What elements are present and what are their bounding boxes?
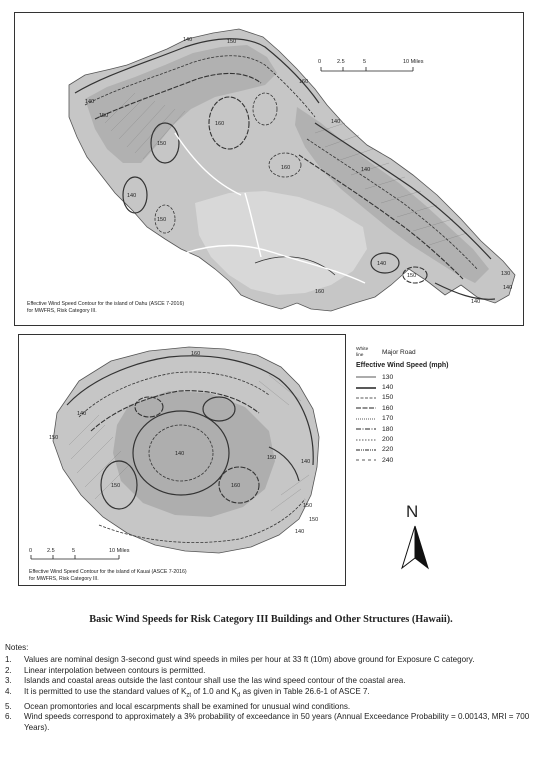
legend-item-label: 240 bbox=[382, 456, 394, 464]
oahu-scale-bar bbox=[318, 59, 424, 71]
kauai-caption-line1: Effective Wind Speed Contour for the island of Kauai (ASCE 7-2016) bbox=[29, 569, 187, 575]
note-item bbox=[5, 655, 540, 666]
legend-item-130 bbox=[356, 372, 536, 382]
oahu-label: 150 bbox=[227, 39, 237, 45]
kauai-label: 150 bbox=[267, 455, 277, 461]
legend-item-label: 140 bbox=[382, 384, 394, 392]
legend-line-sample bbox=[356, 385, 376, 391]
legend-item-label: 170 bbox=[382, 415, 394, 423]
legend-item-label: 130 bbox=[382, 373, 394, 381]
note-item bbox=[5, 687, 540, 701]
legend-line-sample bbox=[356, 426, 376, 432]
kauai-label: 150 bbox=[111, 483, 121, 489]
legend-item-160 bbox=[356, 403, 536, 413]
legend-item-220 bbox=[356, 445, 536, 455]
legend-item-240 bbox=[356, 455, 536, 465]
north-arrow-icon bbox=[398, 502, 432, 572]
note-item bbox=[5, 712, 540, 734]
kauai-label: 140 bbox=[175, 451, 185, 457]
kauai-map-panel bbox=[18, 334, 346, 586]
legend-item-180 bbox=[356, 424, 536, 434]
legend-line-sample bbox=[356, 395, 376, 401]
legend-item-label: 220 bbox=[382, 446, 394, 454]
legend-line-sample bbox=[356, 437, 376, 443]
note-item bbox=[5, 676, 540, 687]
oahu-caption-line2: for MWFRS, Risk Category III. bbox=[27, 308, 97, 314]
note-text: Ocean promontories and local escarpments shall be examined for unusual wind conditions. bbox=[24, 701, 351, 711]
kauai-scale-5: 5 bbox=[72, 548, 76, 554]
kauai-label: 150 bbox=[309, 517, 319, 523]
note-text: Values are nominal design 3-second gust wind speeds in miles per hour at 33 ft (10m) above ground for Exposure C category. bbox=[24, 654, 475, 664]
oahu-label: 140 bbox=[331, 119, 341, 125]
north-arrow bbox=[398, 502, 432, 572]
note-number: 5. bbox=[5, 701, 12, 711]
kauai-label: 150 bbox=[49, 435, 59, 441]
oahu-caption bbox=[27, 301, 184, 315]
oahu-label: 140 bbox=[471, 299, 481, 305]
oahu-map-panel bbox=[14, 12, 524, 326]
oahu-label: 140 bbox=[127, 193, 137, 199]
oahu-caption-line1: Effective Wind Speed Contour for the island of Oahu (ASCE 7-2016) bbox=[27, 301, 185, 307]
note-number: 1. bbox=[5, 654, 12, 664]
note-item bbox=[5, 702, 540, 713]
oahu-label: 150 bbox=[157, 141, 167, 147]
note-text: Linear interpolation between contours is permitted. bbox=[24, 665, 206, 675]
oahu-scale-10: 10 Miles bbox=[403, 59, 424, 65]
legend-item-170 bbox=[356, 414, 536, 424]
oahu-map bbox=[15, 13, 523, 325]
kauai-scale-0: 0 bbox=[29, 548, 33, 554]
oahu-scale-0: 0 bbox=[318, 59, 322, 65]
note-text: Wind speeds correspond to approximately a 3% probability of exceedance in 50 years (Annual Exceedance Probability = 0.00143, MRI = 700 Years). bbox=[24, 712, 530, 733]
legend-item-label: 180 bbox=[382, 425, 394, 433]
oahu-label: 150 bbox=[99, 113, 109, 119]
figure-title: Basic Wind Speeds for Risk Category III Buildings and Other Structures (Hawaii). bbox=[89, 614, 453, 625]
oahu-label: 150 bbox=[157, 217, 167, 223]
kauai-caption bbox=[29, 569, 187, 583]
kauai-map bbox=[19, 335, 345, 585]
oahu-label: 160 bbox=[215, 121, 225, 127]
legend-item-150 bbox=[356, 393, 536, 403]
oahu-label: 140 bbox=[377, 261, 387, 267]
notes-heading: Notes: bbox=[5, 643, 29, 652]
note-number: 6. bbox=[5, 712, 12, 722]
legend-white-line-label bbox=[356, 347, 376, 358]
oahu-label: 140 bbox=[183, 37, 193, 43]
kauai-label: 140 bbox=[77, 411, 87, 417]
north-letter: N bbox=[406, 502, 419, 521]
note-text: It is permitted to use the standard values of $K_{zt}$ of 1.0 and $K_d$ as given in Table 26.6-1 of ASCE 7. bbox=[24, 687, 370, 699]
kauai-scale-2-5: 2.5 bbox=[47, 548, 55, 554]
note-number: 2. bbox=[5, 665, 12, 675]
oahu-label: 160 bbox=[315, 289, 325, 295]
oahu-scale-5: 5 bbox=[363, 59, 367, 65]
oahu-label: 140 bbox=[85, 99, 95, 105]
note-number: 3. bbox=[5, 676, 12, 686]
legend-line-sample bbox=[356, 457, 376, 463]
legend-item-140 bbox=[356, 382, 536, 392]
legend-major-road: Major Road bbox=[382, 349, 416, 356]
legend-white-text: White bbox=[356, 347, 369, 352]
oahu-label: 140 bbox=[361, 167, 371, 173]
kauai-label: 160 bbox=[231, 483, 241, 489]
legend-line-sample bbox=[356, 447, 376, 453]
kauai-scale-bar bbox=[29, 548, 130, 559]
kauai-scale-10: 10 Miles bbox=[109, 548, 130, 554]
map-legend bbox=[356, 347, 536, 466]
kauai-label: 140 bbox=[301, 459, 311, 465]
legend-item-label: 150 bbox=[382, 394, 394, 402]
legend-item-label: 160 bbox=[382, 404, 394, 412]
legend-rows bbox=[356, 372, 536, 466]
kauai-caption-line2: for MWFRS, Risk Category III. bbox=[29, 576, 99, 582]
oahu-label: 160 bbox=[299, 79, 309, 85]
legend-line-sample bbox=[356, 416, 376, 422]
kauai-label: 160 bbox=[191, 351, 201, 357]
notes-section bbox=[5, 643, 540, 734]
note-number: 4. bbox=[5, 687, 12, 697]
oahu-label: 150 bbox=[407, 273, 417, 279]
legend-item-200 bbox=[356, 434, 536, 444]
legend-line-sample bbox=[356, 405, 376, 411]
legend-title: Effective Wind Speed (mph) bbox=[356, 362, 449, 369]
legend-road-row bbox=[356, 347, 536, 358]
note-text: Islands and coastal areas outside the last contour shall use the las wind speed contour of the coastal area. bbox=[24, 676, 406, 686]
legend-line-sample bbox=[356, 374, 376, 380]
kauai-label: 150 bbox=[303, 503, 313, 509]
oahu-label: 160 bbox=[281, 165, 291, 171]
note-item bbox=[5, 666, 540, 677]
kauai-label: 140 bbox=[295, 529, 305, 535]
legend-line-text: line bbox=[356, 352, 364, 358]
legend-item-label: 200 bbox=[382, 436, 394, 444]
oahu-scale-2-5: 2.5 bbox=[337, 59, 345, 65]
oahu-label: 140 bbox=[503, 285, 513, 291]
oahu-label: 130 bbox=[501, 271, 511, 277]
